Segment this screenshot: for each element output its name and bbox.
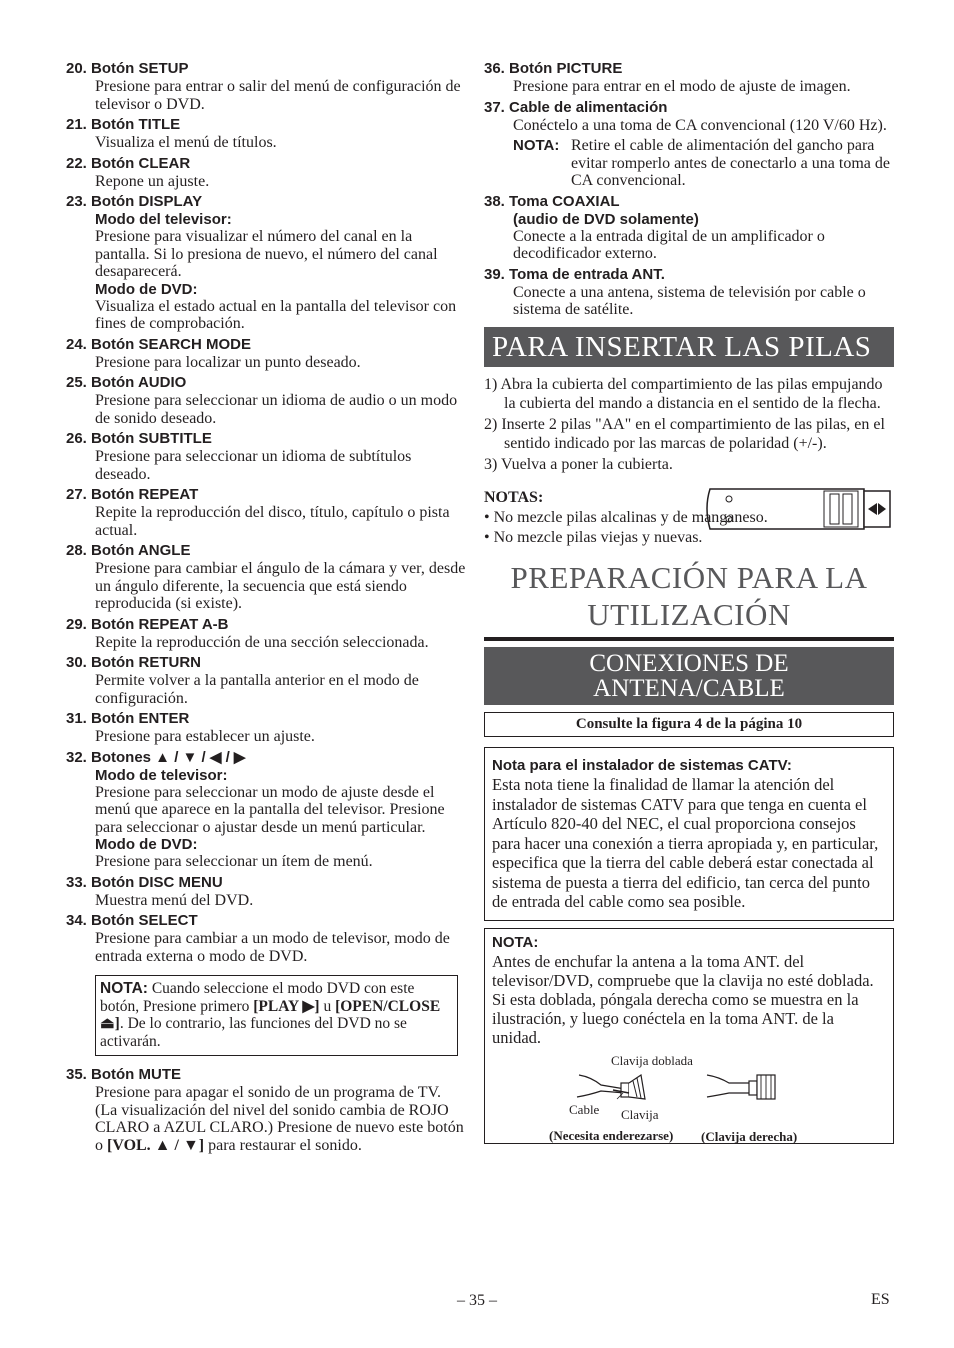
power-note-label: NOTA: (513, 137, 560, 154)
left-item-list (66, 60, 466, 965)
entry-description: Permite volver a la pantalla anterior en el modo de configuración. (95, 672, 419, 707)
button-entry (66, 710, 466, 746)
entry-title: 27. Botón REPEAT (66, 486, 199, 503)
right-item-list-2 (484, 193, 894, 319)
entry-title: 34. Botón SELECT (66, 912, 198, 929)
power-note (484, 137, 894, 190)
button-entry (66, 193, 466, 333)
entry-title: 26. Botón SUBTITLE (66, 430, 212, 447)
entry-description: Presione para seleccionar un ítem de menú. (95, 853, 373, 870)
label-cable: Cable (569, 1101, 600, 1117)
entry-title: 24. Botón SEARCH MODE (66, 335, 252, 353)
figure-reference: Consulte la figura 4 de la página 10 (484, 712, 894, 737)
entry-description: Presione para seleccionar un idioma de subtítulos deseado. (95, 448, 412, 483)
mute-vol: [VOL. ▲ / ▼] (107, 1136, 205, 1154)
right-column (484, 60, 894, 1144)
entry-title: 25. Botón AUDIO (66, 374, 187, 391)
button-entry (66, 654, 466, 707)
entry-description: Presione para entrar en el modo de ajuste de imagen. (513, 78, 851, 95)
entry-title: 33. Botón DISC MENU (66, 873, 223, 891)
button-entry (66, 912, 466, 965)
button-entry (66, 155, 466, 191)
button-entry (484, 266, 894, 319)
entry-description: Repone un ajuste. (95, 172, 210, 190)
entry-title: 21. Botón TITLE (66, 116, 181, 133)
entry-mode-label: Modo de televisor: (95, 766, 228, 784)
entry-description: Presione para establecer un ajuste. (95, 728, 315, 745)
entry-title: 37. Cable de alimentación (484, 98, 668, 116)
entry-title: 30. Botón RETURN (66, 654, 201, 671)
remote-battery-icon (704, 481, 894, 535)
select-note-text-2: u (319, 997, 336, 1015)
entry-description: Repite la reproducción de una sección seleccionada. (95, 633, 429, 651)
pilas-steps (484, 375, 894, 474)
catv-note-title: Nota para el instalador de sistemas CATV: (492, 756, 792, 774)
entry-description: Visualiza el estado actual en la pantalla del televisor con fines de comprobación. (95, 297, 457, 332)
entry-description: Presione para cambiar el ángulo de la cámara y ver, desde un ángulo diferente, la secuencia que está siendo reproducida (si existe). (95, 560, 466, 612)
entry-title: 28. Botón ANGLE (66, 542, 191, 559)
left-column (66, 60, 466, 1157)
select-note-box (95, 975, 458, 1056)
select-note-text-3: . De lo contrario, las funciones del DVD no se activarán. (100, 1015, 407, 1050)
antena-heading-line-1: CONEXIONES DE (589, 649, 789, 677)
entry-description: Conecte a una antena, sistema de televisión por cable o sistema de satélite. (513, 283, 866, 318)
entry-title: 32. Botones ▲ / ▼ / ◀ / ▶ (66, 748, 246, 766)
label-clavija: Clavija (621, 1106, 659, 1122)
button-entry (66, 430, 466, 483)
pilas-step-list (484, 375, 894, 474)
button-entry (484, 60, 894, 96)
prep-title-line-2: UTILIZACIÓN (587, 596, 791, 632)
entry-description: Muestra menú del DVD. (95, 891, 254, 909)
plug-note-box (484, 928, 894, 1144)
pilas-step: 3) Vuelva a poner la cubierta. (484, 455, 673, 473)
button-entry (66, 749, 466, 871)
straight-plug-illustration (705, 1069, 785, 1103)
button-entry (66, 874, 466, 910)
entry-description: Presione para cambiar a un modo de televisor, modo de entrada externa o modo de DVD. (95, 930, 450, 965)
button-entry (66, 374, 466, 427)
entry-description: Conecte a la entrada digital de un amplificador o decodificador externo. (513, 227, 825, 262)
caption-needs-straightening: (Necesita enderezarse) (549, 1127, 674, 1143)
entry-title: 29. Botón REPEAT A-B (66, 615, 229, 633)
pilas-note: • No mezcle pilas viejas y nuevas. (484, 528, 703, 546)
entry-title: 22. Botón CLEAR (66, 154, 191, 172)
pilas-step: 2) Inserte 2 pilas "AA" en el compartimiento de las pilas, en el sentido indicado por las marcas de polaridad (+/-). (484, 415, 885, 452)
entry-title: 39. Toma de entrada ANT. (484, 265, 665, 283)
button-entry (66, 60, 466, 113)
plug-note-text: Antes de enchufar la antena a la toma ANT. del televisor/DVD, compruebe que la clavija no esté doblada. Si esta doblada, póngala derecha como se muestra en la ilustración, y luego conéctela en la toma ANT. de la unidad. (492, 951, 874, 1047)
entry-description: Visualiza el menú de títulos. (95, 134, 277, 151)
entry-description: Presione para entrar o salir del menú de configuración de televisor o DVD. (95, 78, 461, 113)
entry-description: Presione para seleccionar un idioma de audio o un modo de sonido deseado. (95, 392, 458, 427)
mute-item (66, 1066, 466, 1154)
page-number: – 35 – (457, 1292, 497, 1309)
label-bent-plug: Clavija doblada (611, 1052, 693, 1068)
mute-desc (66, 1084, 466, 1154)
button-entry (66, 542, 466, 613)
select-note-label: NOTA: (100, 980, 148, 997)
entry-mode-label: (audio de DVD solamente) (513, 210, 699, 228)
catv-note-text: Esta nota tiene la finalidad de llamar la atención del instalador de sistemas CATV para que tenga en cuenta el Artículo 820-40 del NEC, el cual proporciona consejos para hacer una conexión a tierra apropiada y, en particular, especifica que la tierra del cable deberá estar conectada al sistema de puesta a tierra del edificio, tan cerca del punto de entrada del cable como sea posible. (492, 775, 879, 911)
button-entry (66, 336, 466, 372)
mute-text-2: para restaurar el sonido. (204, 1136, 362, 1154)
antena-heading-line-2: ANTENA/CABLE (593, 674, 785, 702)
entry-title: 31. Botón ENTER (66, 710, 190, 727)
pilas-notes-title: NOTAS: (484, 488, 544, 506)
prep-title (484, 559, 894, 632)
power-note-text: Retire el cable de alimentación del gancho para evitar romperlo antes de conectarlo a una toma de CA convencional. (571, 137, 890, 189)
entry-mode-label: Modo de DVD: (95, 280, 198, 298)
entry-title: 23. Botón DISPLAY (66, 193, 203, 210)
entry-description: Presione para localizar un punto deseado. (95, 353, 361, 371)
entry-description: Presione para seleccionar un modo de ajuste desde el menú que aparece en la pantalla del televisor. Presione para seleccionar o ajustar desde un menú particular. (95, 783, 445, 836)
pilas-step: 1) Abra la cubierta del compartimiento de las pilas empujando la cubierta del mando a distancia en el sentido de la flecha. (484, 375, 883, 412)
button-entry (66, 116, 466, 152)
button-entry (66, 616, 466, 652)
entry-description: Conéctelo a una toma de CA convencional (120 V/60 Hz). (513, 116, 887, 134)
mute-text-1: Presione para apagar el sonido de un programa de TV. (La visualización del nivel del sonido cambia de ROJO CLARO a AZUL CLARO.) Presione de nuevo este botón o (95, 1084, 464, 1154)
button-entry (484, 99, 894, 135)
antena-heading (484, 647, 894, 705)
pilas-note: • No mezcle pilas alcalinas y de manganeso. (484, 508, 768, 526)
entry-title: 20. Botón SETUP (66, 60, 189, 77)
button-entry (484, 193, 894, 263)
language-tag: ES (871, 1291, 890, 1308)
plug-note-title: NOTA: (492, 933, 539, 951)
select-note-openclose: [OPEN/CLOSE ⏏] (100, 997, 441, 1032)
entry-title: 38. Toma COAXIAL (484, 192, 620, 210)
entry-mode-label: Modo del televisor: (95, 211, 232, 228)
select-note-play: [PLAY ▶] (253, 997, 320, 1015)
prep-title-line-1: PREPARACIÓN PARA LA (510, 559, 868, 595)
pilas-heading: PARA INSERTAR LAS PILAS (484, 327, 894, 367)
catv-note-box (484, 747, 894, 921)
mute-title: 35. Botón MUTE (66, 1066, 181, 1083)
select-note-text-1: Cuando seleccione el modo DVD con este botón, Presione primero (100, 980, 415, 1015)
entry-mode-label: Modo de DVD: (95, 836, 198, 853)
caption-straight-plug: (Clavija derecha) (701, 1128, 798, 1144)
entry-description: Repite la reproducción del disco, título, capítulo o pista actual. (95, 504, 450, 539)
right-item-list (484, 60, 894, 134)
entry-title: 36. Botón PICTURE (484, 60, 623, 77)
title-rule (484, 637, 894, 641)
entry-description: Presione para visualizar el número del canal en la pantalla. Si lo presiona de nuevo, el número del canal desaparecerá. (95, 228, 438, 280)
button-entry (66, 486, 466, 539)
bent-plug-illustration (573, 1069, 663, 1103)
